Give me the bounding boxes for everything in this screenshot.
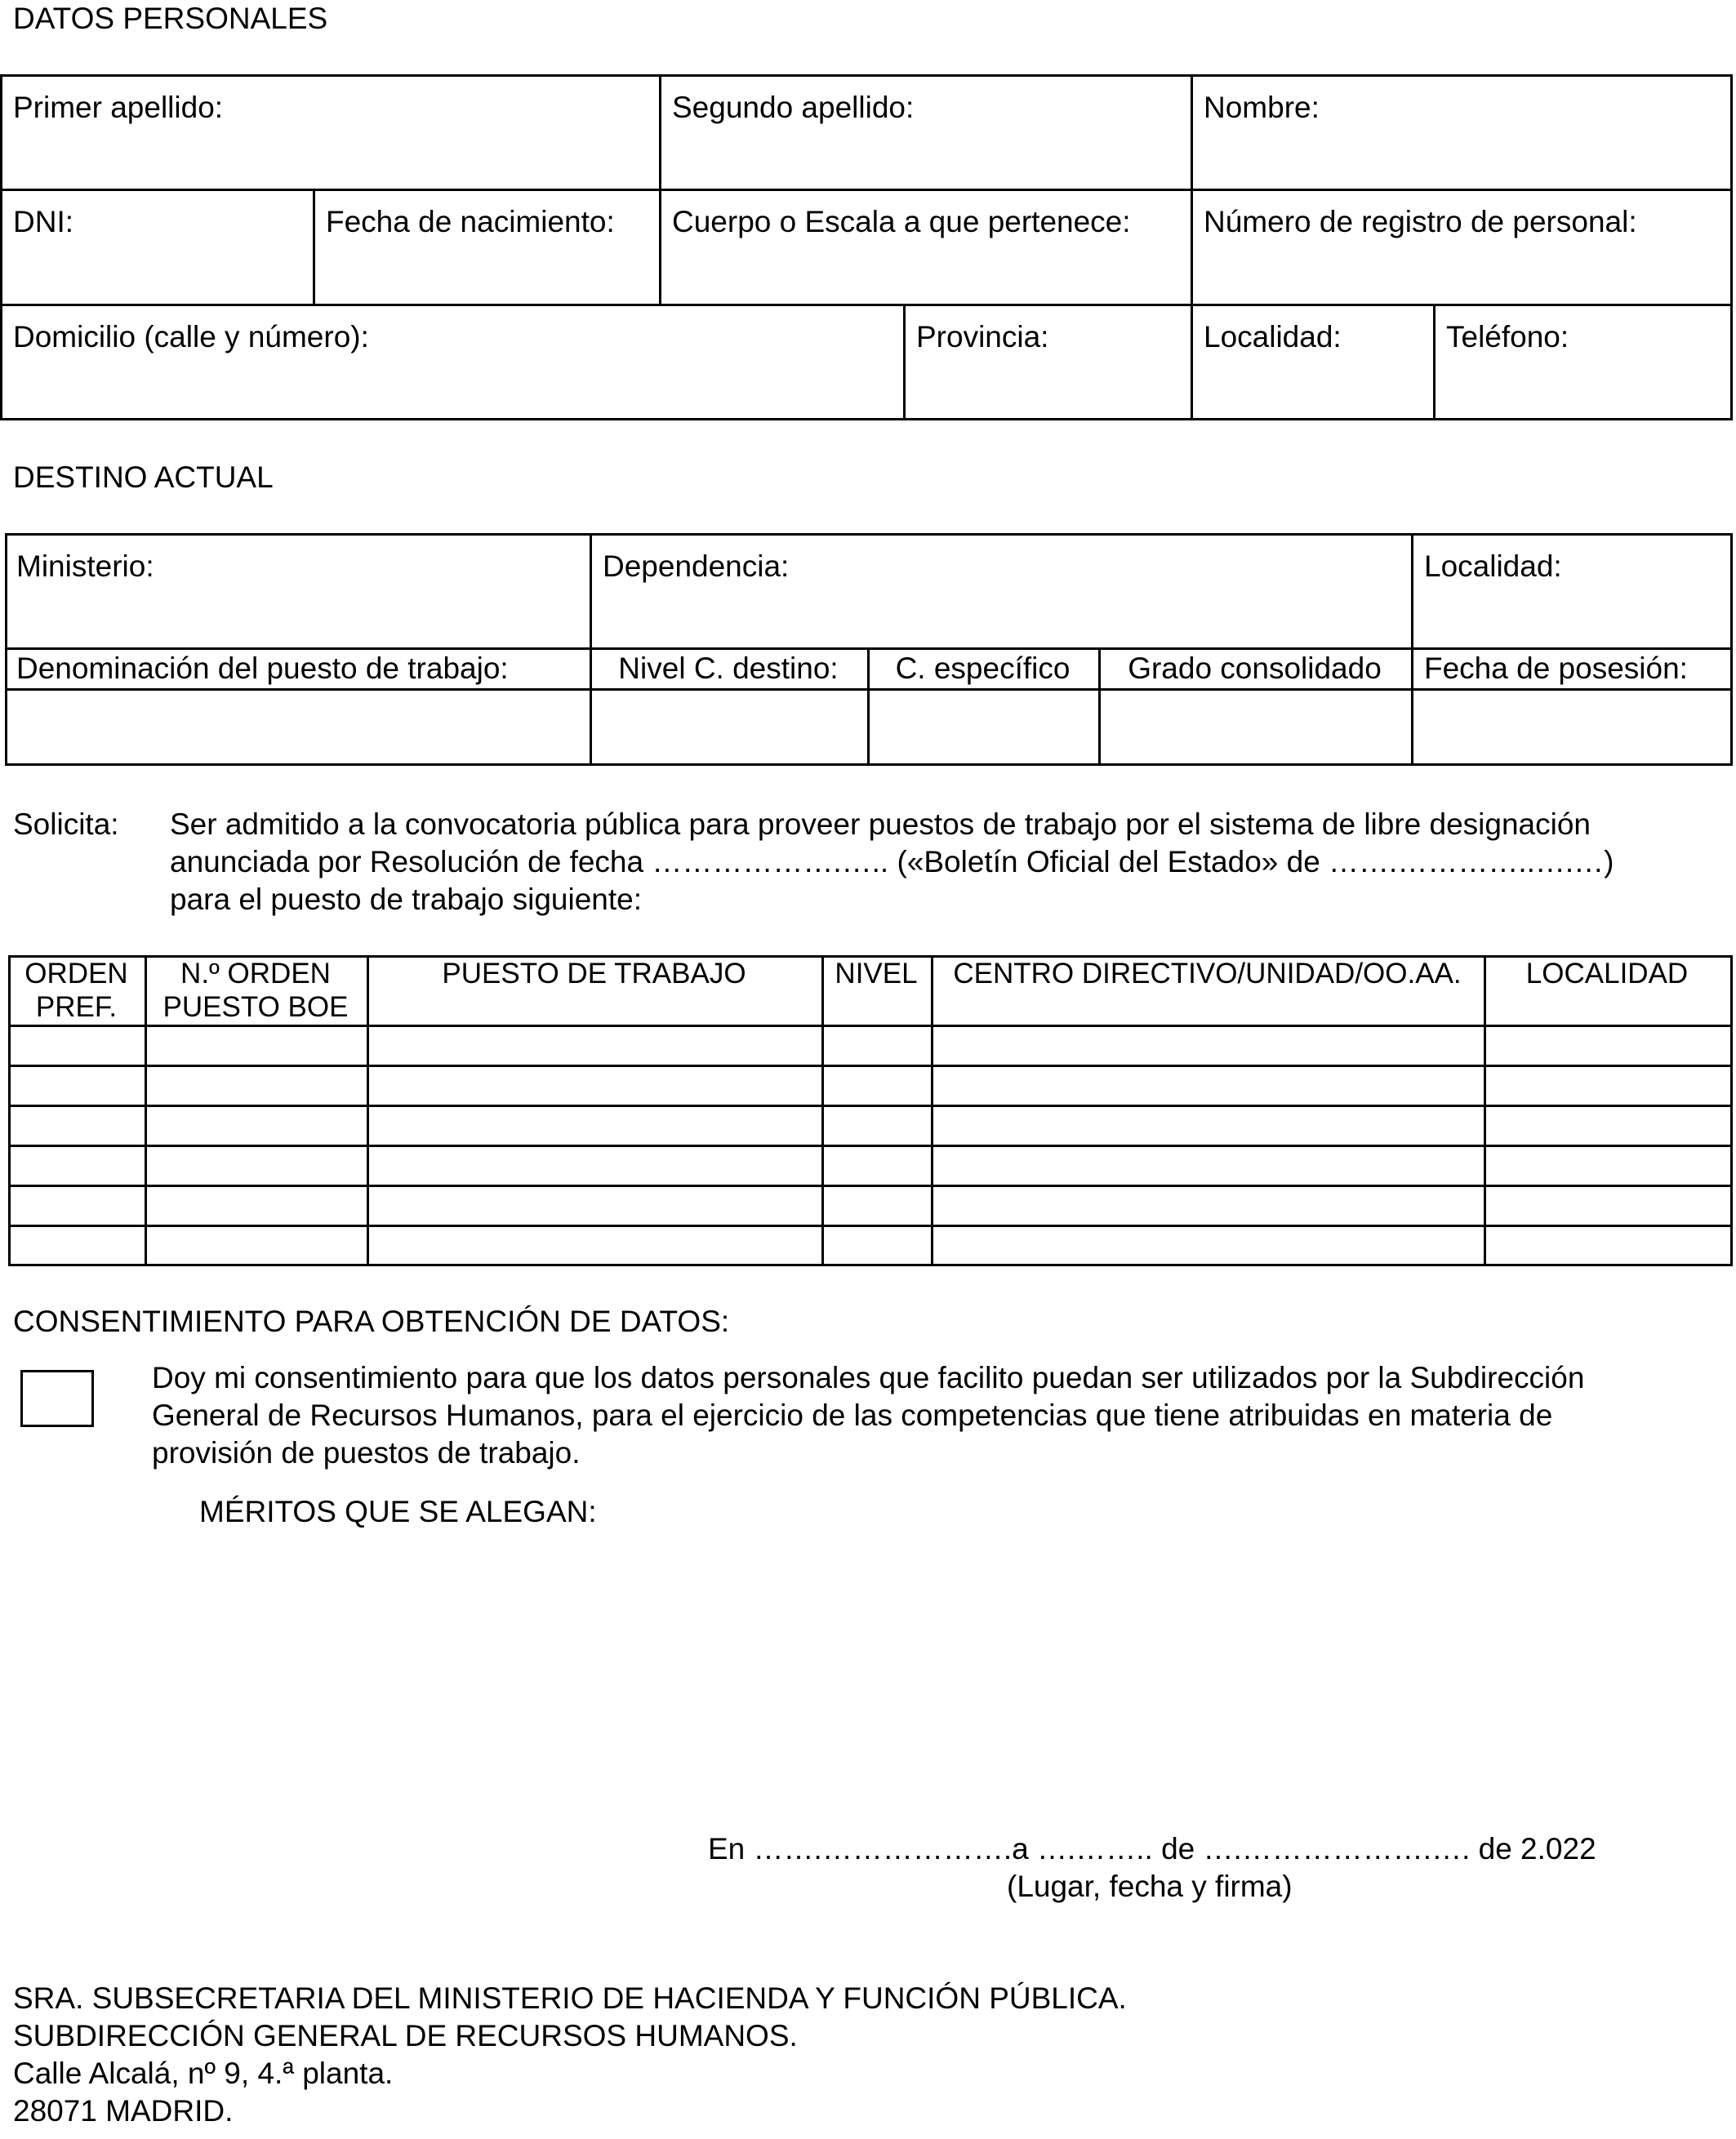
localidad-label: Localidad:	[1204, 320, 1342, 354]
destinatario-line-2: SUBDIRECCIÓN GENERAL DE RECURSOS HUMANOS.	[13, 2019, 798, 2052]
c-especifico-input[interactable]	[867, 688, 1098, 763]
destinatario-line-3: Calle Alcalá, nº 9, 4.ª planta.	[13, 2057, 394, 2090]
fecha-posesion-input[interactable]	[1411, 688, 1733, 763]
primer-apellido-label: Primer apellido:	[13, 91, 224, 124]
domicilio-label: Domicilio (calle y número):	[13, 320, 369, 354]
header-centro-directivo: CENTRO DIRECTIVO/UNIDAD/OO.AA.	[953, 958, 1462, 989]
destinatario-line-1: SRA. SUBSECRETARIA DEL MINISTERIO DE HACIENDA Y FUNCIÓN PÚBLICA.	[13, 1981, 1127, 2015]
header-orden-pref-line1: ORDEN	[24, 958, 128, 989]
consentimiento-line-2: General de Recursos Humanos, para el ejercicio de las competencias que tiene atribuidas en materia de	[152, 1399, 1553, 1432]
header-orden-pref-line2: PREF.	[35, 991, 118, 1023]
ministerio-label: Ministerio:	[16, 549, 154, 583]
telefono-label: Teléfono:	[1446, 320, 1569, 354]
destino-localidad-label: Localidad:	[1424, 549, 1562, 583]
dependencia-label: Dependencia:	[603, 549, 790, 583]
c-especifico-label: C. específico	[895, 651, 1071, 685]
destino-localidad-field[interactable]	[1411, 533, 1733, 647]
header-puesto-trabajo: PUESTO DE TRABAJO	[442, 958, 746, 989]
numero-registro-field[interactable]	[1191, 189, 1733, 304]
header-n-orden-line2: PUESTO BOE	[162, 991, 349, 1023]
provincia-field[interactable]	[903, 304, 1191, 418]
consentimiento-line-1: Doy mi consentimiento para que los datos personales que facilito puedan ser utilizados por la Subdirección	[152, 1361, 1585, 1394]
dependencia-field[interactable]	[590, 533, 1411, 647]
grado-consolidado-label: Grado consolidado	[1128, 651, 1382, 685]
segundo-apellido-label: Segundo apellido:	[672, 91, 915, 124]
table-row[interactable]	[8, 1065, 1733, 1105]
solicita-line-3: para el puesto de trabajo siguiente:	[170, 883, 643, 916]
solicita-label: Solicita:	[13, 807, 119, 841]
firma-caption: (Lugar, fecha y firma)	[1007, 1870, 1293, 1903]
provincia-label: Provincia:	[916, 320, 1049, 354]
meritos-area[interactable]	[13, 1535, 1728, 1812]
localidad-field[interactable]	[1191, 304, 1433, 418]
header-n-orden	[145, 957, 367, 1024]
table-row[interactable]	[8, 1145, 1733, 1185]
nivel-destino-input[interactable]	[590, 688, 867, 763]
meritos-heading: MÉRITOS QUE SE ALEGAN:	[199, 1495, 597, 1528]
dni-field[interactable]	[0, 189, 313, 304]
nivel-destino-label: Nivel C. destino:	[618, 651, 839, 685]
header-orden-pref	[8, 957, 145, 1024]
numero-registro-label: Número de registro de personal:	[1204, 205, 1637, 238]
destinatario-line-4: 28071 MADRID.	[13, 2094, 234, 2128]
header-localidad: LOCALIDAD	[1525, 958, 1689, 989]
denominacion-label: Denominación del puesto de trabajo:	[16, 651, 509, 685]
consentimiento-heading: CONSENTIMIENTO PARA OBTENCIÓN DE DATOS:	[13, 1305, 730, 1338]
solicita-line-2: anunciada por Resolución de fecha ……………….….. («Boletín Oficial del Estado» de …….…………..….…)	[170, 845, 1614, 878]
nombre-label: Nombre:	[1204, 91, 1320, 124]
segundo-apellido-field[interactable]	[659, 74, 1191, 189]
table-row[interactable]	[8, 1225, 1733, 1264]
firma-line: En …….……………….a ….…….. de ….……………….…. de 2.022	[708, 1832, 1596, 1866]
denominacion-input[interactable]	[5, 688, 590, 763]
consentimiento-checkbox[interactable]	[20, 1370, 94, 1427]
domicilio-field[interactable]	[0, 304, 903, 418]
ministerio-field[interactable]	[5, 533, 590, 647]
dni-label: DNI:	[13, 205, 73, 238]
primer-apellido-field[interactable]	[0, 74, 659, 189]
consentimiento-line-3: provisión de puestos de trabajo.	[152, 1436, 581, 1470]
fecha-nacimiento-label: Fecha de nacimiento:	[326, 205, 615, 238]
table-row[interactable]	[8, 1185, 1733, 1225]
fecha-posesion-label: Fecha de posesión:	[1424, 651, 1688, 685]
table-row[interactable]	[8, 1105, 1733, 1145]
nombre-field[interactable]	[1191, 74, 1733, 189]
grado-consolidado-input[interactable]	[1098, 688, 1411, 763]
header-nivel: NIVEL	[835, 958, 918, 989]
cuerpo-escala-field[interactable]	[659, 189, 1191, 304]
fecha-nacimiento-field[interactable]	[313, 189, 659, 304]
cuerpo-escala-label: Cuerpo o Escala a que pertenece:	[672, 205, 1131, 238]
datos-personales-heading: DATOS PERSONALES	[13, 2, 328, 35]
destino-actual-heading: DESTINO ACTUAL	[13, 460, 274, 494]
header-n-orden-line1: N.º ORDEN	[180, 958, 331, 989]
solicita-line-1: Ser admitido a la convocatoria pública para proveer puestos de trabajo por el sistema de libre designación	[170, 807, 1591, 841]
telefono-field[interactable]	[1433, 304, 1733, 418]
table-row[interactable]	[8, 1025, 1733, 1065]
